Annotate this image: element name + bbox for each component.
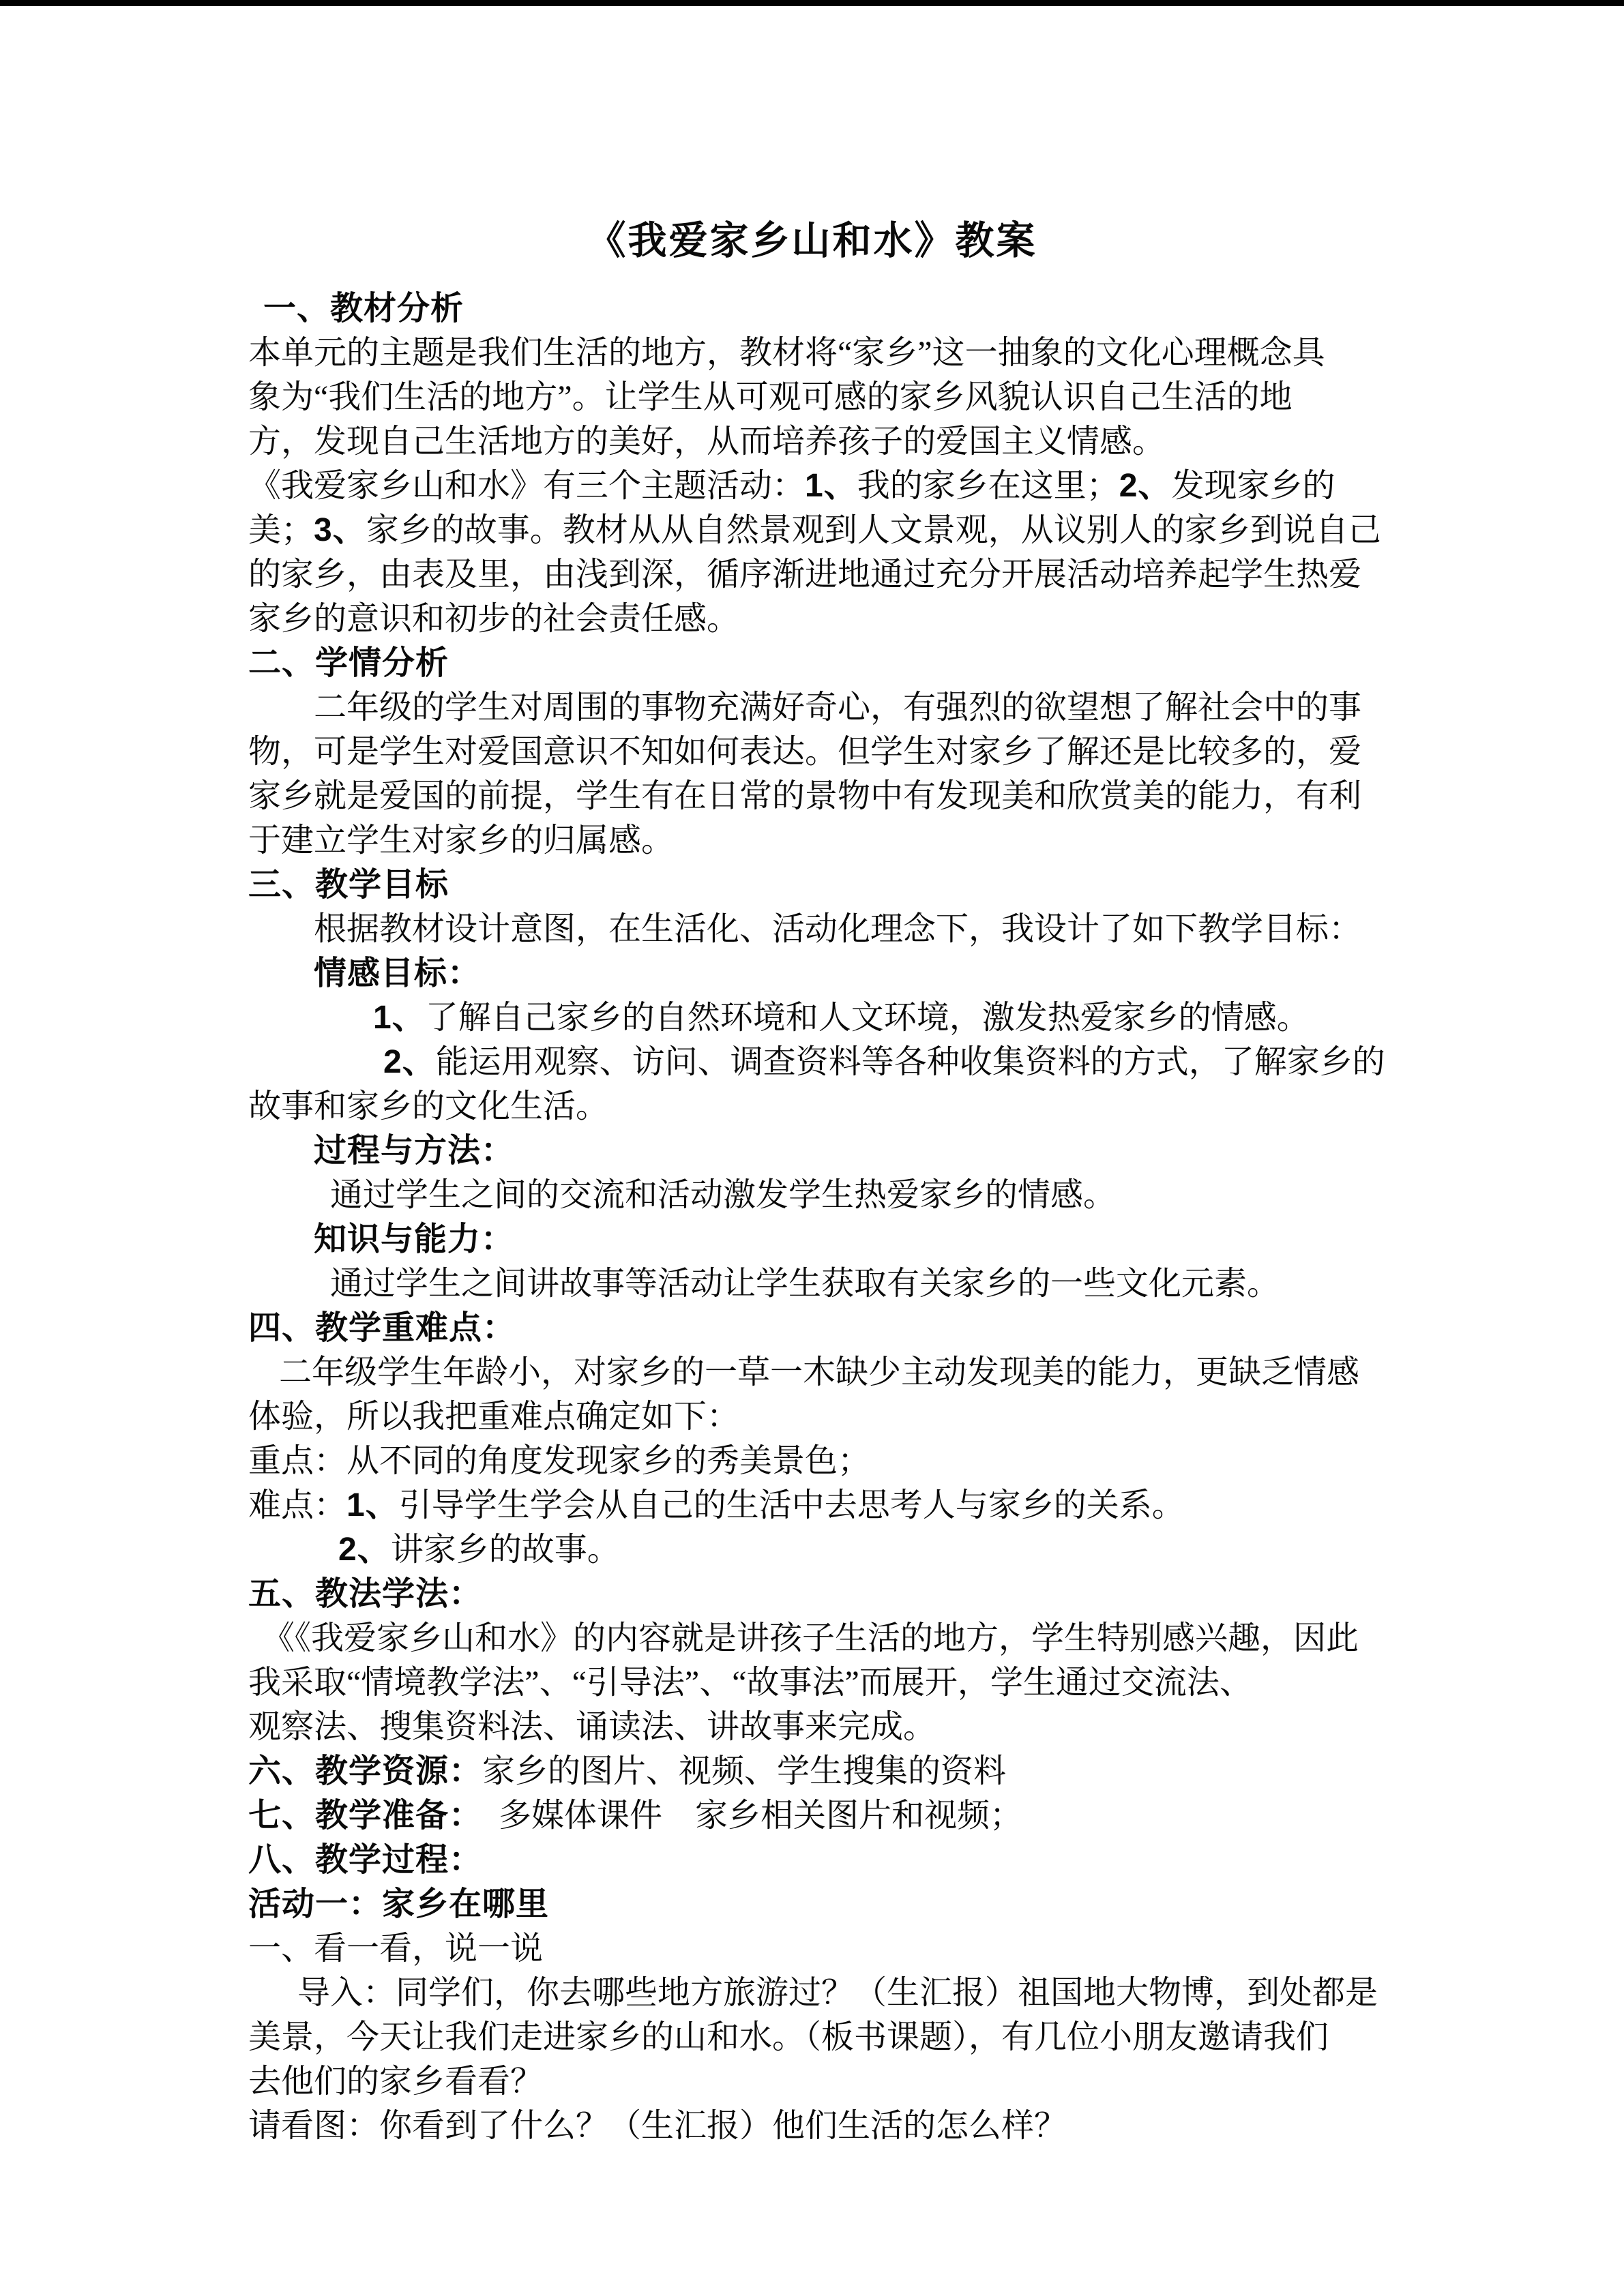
heading-text: 1、 — [373, 1000, 426, 1036]
body-text: 发现家乡的 — [1171, 468, 1335, 504]
heading-text: 六、教学资源： — [248, 1753, 483, 1789]
body-text: 导入：同学们，你去哪些地方旅游过？（生汇报）祖国地大物博，到处都是 — [297, 1975, 1378, 2011]
text-line — [248, 863, 1421, 907]
body-text: 物，可是学生对爱国意识不知如何表达。但学生对家乡了解还是比较多的，爱 — [248, 734, 1362, 770]
text-line — [248, 1926, 1421, 1971]
document-title: 《我爱家乡山和水》教案 — [587, 220, 1037, 263]
scan-edge-bar — [0, 0, 1624, 6]
text-line — [248, 1084, 1421, 1129]
heading-text: 活动一：家乡在哪里 — [248, 1886, 550, 1922]
text-line — [248, 1749, 1421, 1793]
heading-text: 情感目标： — [314, 955, 482, 992]
body-text: 体验，所以我把重难点确定如下： — [248, 1399, 740, 1435]
text-line — [248, 1527, 1421, 1572]
heading-text: 1、 — [805, 468, 857, 504]
document-body — [248, 286, 1421, 2148]
text-line — [248, 1439, 1421, 1483]
text-line — [248, 286, 1421, 331]
body-text: 观察法、搜集资料法、诵读法、讲故事来完成。 — [248, 1709, 936, 1745]
heading-text: 2、 — [383, 1044, 436, 1080]
body-text: 根据教材设计意图，在生活化、活动化理念下，我设计了如下教学目标： — [314, 911, 1362, 947]
text-line — [248, 1882, 1421, 1926]
body-text: 家乡的意识和初步的社会责任感。 — [248, 601, 740, 637]
text-line — [248, 774, 1421, 818]
body-text: 《《我爱家乡山和水》的内容就是讲孩子生活的地方，学生特别感兴趣，因此 — [262, 1620, 1359, 1656]
heading-text: 2、 — [338, 1532, 391, 1568]
heading-text: 三、教学目标 — [248, 867, 449, 903]
text-line — [248, 331, 1421, 375]
text-line — [248, 818, 1421, 863]
body-text: 了解自己家乡的自然环境和人文环境，激发热爱家乡的情感。 — [425, 1000, 1310, 1036]
body-text: 故事和家乡的文化生活。 — [248, 1088, 609, 1124]
text-line — [248, 508, 1421, 552]
body-text: 美景，今天让我们走进家乡的山和水。（板书课题），有几位小朋友邀请我们 — [248, 2019, 1329, 2055]
text-line — [248, 907, 1421, 951]
text-line — [248, 1971, 1421, 2015]
body-text: 讲家乡的故事。 — [390, 1532, 620, 1568]
text-line — [248, 375, 1421, 419]
text-line — [248, 951, 1421, 996]
body-text: 一、看一看，说一说 — [248, 1930, 544, 1967]
body-text: 家乡的故事。教材从从自然景观到人文景观，从议别人的家乡到说自己 — [366, 512, 1381, 548]
body-text: 本单元的主题是我们生活的地方，教材将“家乡”这一抽象的文化心理概念具 — [248, 335, 1325, 371]
text-line — [248, 1838, 1421, 1882]
body-text: 方，发现自己生活地方的美好，从而培养孩子的爱国主义情感。 — [248, 423, 1166, 460]
text-line — [248, 2015, 1421, 2059]
body-text: 的家乡，由表及里，由浅到深，循序渐进地通过充分开展活动培养起学生热爱 — [248, 556, 1362, 593]
body-text: 能运用观察、访问、调查资料等各种收集资料的方式，了解家乡的 — [435, 1044, 1385, 1080]
text-line — [248, 685, 1421, 730]
text-line — [248, 641, 1421, 685]
body-text: 我采取“情境教学法”、“引导法”、“故事法”而展开，学生通过交流法、 — [248, 1665, 1252, 1701]
body-text: 多媒体课件 家乡相关图片和视频； — [466, 1798, 1023, 1834]
body-text: 请看图：你看到了什么？（生汇报）他们生活的怎么样？ — [248, 2108, 1067, 2144]
heading-text: 2、 — [1119, 468, 1172, 504]
text-line — [248, 1306, 1421, 1350]
heading-text: 3、 — [314, 512, 366, 548]
text-line — [248, 730, 1421, 774]
text-line — [248, 1173, 1421, 1217]
text-line — [248, 1217, 1421, 1262]
heading-text: 八、教学过程： — [248, 1842, 483, 1878]
body-text: 美； — [248, 512, 314, 548]
heading-text: 过程与方法： — [314, 1133, 515, 1169]
body-text: 通过学生之间的交流和活动激发学生热爱家乡的情感。 — [330, 1177, 1117, 1213]
body-text: 通过学生之间讲故事等活动让学生获取有关家乡的一些文化元素。 — [330, 1266, 1280, 1302]
heading-text: 五、教法学法： — [248, 1576, 483, 1612]
body-text: 去他们的家乡看看？ — [248, 2063, 544, 2100]
text-line — [248, 1262, 1421, 1306]
body-text: 重点：从不同的角度发现家乡的秀美景色； — [248, 1443, 871, 1479]
body-text: 引导学生学会从自己的生活中去思考人与家乡的关系。 — [398, 1487, 1185, 1523]
text-line — [248, 552, 1421, 597]
text-line — [248, 419, 1421, 464]
body-text: 家乡就是爱国的前提，学生有在日常的景物中有发现美和欣赏美的能力，有利 — [248, 778, 1362, 814]
text-line — [248, 1660, 1421, 1705]
text-line — [248, 1793, 1421, 1838]
body-text: 家乡的图片、视频、学生搜集的资料 — [482, 1753, 1007, 1789]
body-text: 二年级学生年龄小，对家乡的一草一木缺少主动发现美的能力，更缺乏情感 — [279, 1354, 1360, 1390]
body-text: 象为“我们生活的地方”。让学生从可观可感的家乡风貌认识自己生活的地 — [248, 379, 1293, 415]
text-line — [248, 1572, 1421, 1616]
text-line — [248, 597, 1421, 641]
text-line — [248, 464, 1421, 508]
text-line — [248, 2059, 1421, 2104]
body-text: 《我爱家乡山和水》有三个主题活动： — [248, 468, 806, 504]
body-text: 二年级的学生对周围的事物充满好奇心，有强烈的欲望想了解社会中的事 — [314, 689, 1362, 726]
heading-text: 一、教材分析 — [263, 290, 464, 327]
body-text: 难点： — [248, 1487, 347, 1523]
body-text: 我的家乡在这里； — [857, 468, 1119, 504]
heading-text: 二、学情分析 — [248, 645, 449, 681]
text-line — [248, 1483, 1421, 1527]
text-line — [248, 1350, 1421, 1395]
text-line — [248, 2104, 1421, 2148]
text-line — [248, 1040, 1421, 1084]
heading-text: 七、教学准备： — [248, 1798, 467, 1834]
text-line — [248, 1129, 1421, 1173]
text-line — [248, 1616, 1421, 1660]
text-line — [248, 1395, 1421, 1439]
heading-text: 知识与能力： — [314, 1221, 515, 1257]
body-text: 于建立学生对家乡的归属感。 — [248, 822, 675, 859]
text-line — [248, 996, 1421, 1040]
text-line — [248, 1705, 1421, 1749]
heading-text: 四、教学重难点： — [248, 1310, 516, 1346]
heading-text: 1、 — [346, 1487, 399, 1523]
